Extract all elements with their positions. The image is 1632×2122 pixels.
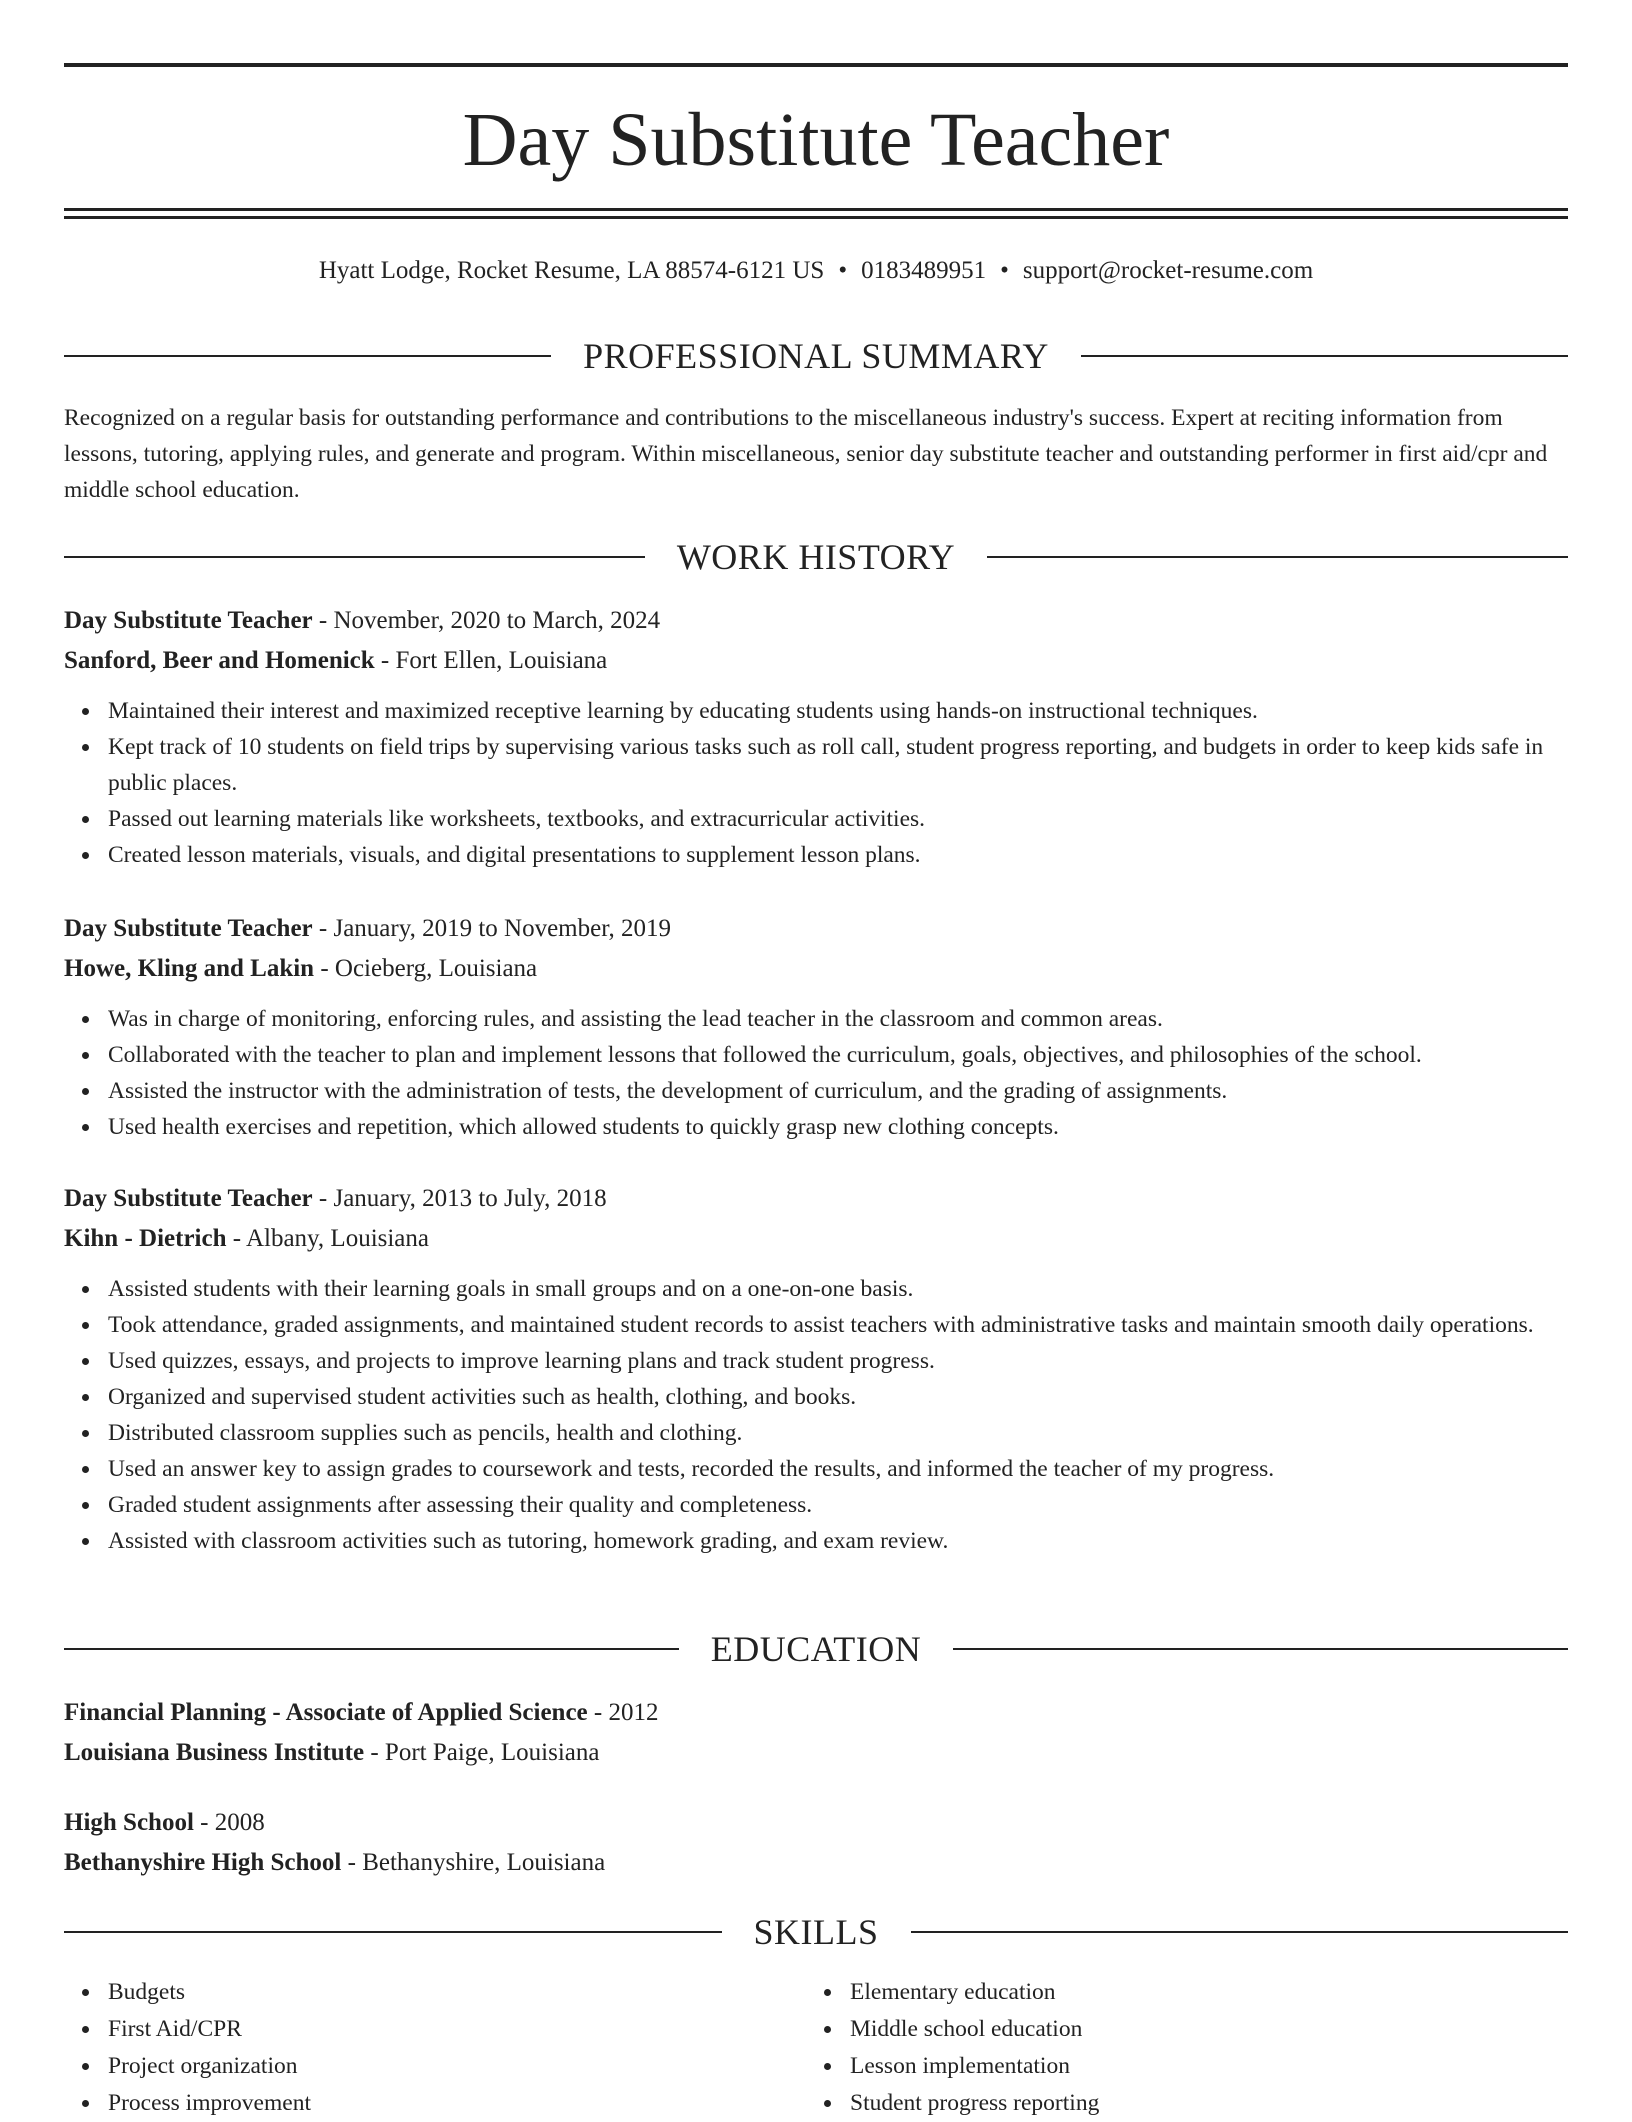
contact-phone: 0183489951 bbox=[861, 257, 987, 284]
education-year: - 2008 bbox=[193, 1809, 265, 1836]
list-item: Took attendance, graded assignments, and maintained student records to assist teachers with administrative tasks and maintain smooth daily operations. bbox=[108, 1307, 1568, 1343]
job-company: Howe, Kling and Lakin bbox=[64, 955, 315, 982]
heading-rule bbox=[953, 1648, 1568, 1650]
skill-item: Student progress reporting bbox=[850, 2085, 1548, 2122]
education-school: Bethanyshire High School bbox=[64, 1849, 342, 1876]
list-item: Was in charge of monitoring, enforcing rules, and assisting the lead teacher in the classroom and common areas. bbox=[108, 1001, 1568, 1037]
job-title-line bbox=[64, 1179, 1568, 1219]
job-title: Day Substitute Teacher bbox=[64, 1185, 313, 1212]
education-year: - 2012 bbox=[587, 1699, 659, 1726]
list-item: Assisted students with their learning goals in small groups and on a one-on-one basis. bbox=[108, 1271, 1568, 1307]
job-title-line bbox=[64, 909, 1568, 949]
skills-list bbox=[64, 1974, 1568, 2122]
skill-item: Middle school education bbox=[850, 2011, 1548, 2048]
contact-line bbox=[64, 254, 1568, 288]
list-item: Distributed classroom supplies such as pencils, health and clothing. bbox=[108, 1415, 1568, 1451]
header-bottom-rule bbox=[64, 208, 1568, 211]
list-item: Used an answer key to assign grades to coursework and tests, recorded the results, and informed the teacher of my progress. bbox=[108, 1451, 1568, 1487]
job-entry bbox=[64, 909, 1568, 1145]
contact-address: Hyatt Lodge, Rocket Resume, LA 88574-6121 US bbox=[318, 257, 825, 284]
list-item: Graded student assignments after assessing their quality and completeness. bbox=[108, 1487, 1568, 1523]
education-entry bbox=[64, 1803, 1568, 1883]
job-dates: - January, 2019 to November, 2019 bbox=[312, 915, 672, 942]
skill-item: First Aid/CPR bbox=[108, 2011, 806, 2048]
section-heading-label: SKILLS bbox=[753, 1912, 879, 1952]
heading-rule bbox=[64, 355, 551, 357]
list-item: Used quizzes, essays, and projects to improve learning plans and track student progress. bbox=[108, 1343, 1568, 1379]
section-heading-label: EDUCATION bbox=[710, 1629, 922, 1669]
education-school-line bbox=[64, 1843, 1568, 1883]
education-degree: Financial Planning - Associate of Applied Science bbox=[64, 1699, 588, 1726]
job-location: - Ocieberg, Louisiana bbox=[314, 955, 538, 982]
job-entry bbox=[64, 601, 1568, 873]
job-company-line bbox=[64, 641, 1568, 681]
contact-separator: • bbox=[1000, 257, 1009, 284]
skills-column-left bbox=[64, 1974, 806, 2122]
job-bullets bbox=[64, 1001, 1568, 1145]
header-bottom-rule-2 bbox=[64, 216, 1568, 219]
skill-item: Process improvement bbox=[108, 2085, 806, 2122]
heading-rule bbox=[64, 556, 645, 558]
job-entry bbox=[64, 1179, 1568, 1559]
contact-separator: • bbox=[838, 257, 848, 284]
list-item: Created lesson materials, visuals, and digital presentations to supplement lesson plans. bbox=[108, 837, 1568, 873]
list-item: Assisted with classroom activities such as tutoring, homework grading, and exam review. bbox=[108, 1523, 1568, 1559]
skill-item: Lesson implementation bbox=[850, 2048, 1548, 2085]
job-dates: - November, 2020 to March, 2024 bbox=[312, 607, 661, 634]
job-title: Day Substitute Teacher bbox=[64, 607, 313, 634]
list-item: Collaborated with the teacher to plan and implement lessons that followed the curriculum, goals, objectives, and philosophies of the school. bbox=[108, 1037, 1568, 1073]
list-item: Organized and supervised student activities such as health, clothing, and books. bbox=[108, 1379, 1568, 1415]
heading-rule bbox=[1081, 355, 1568, 357]
skills-column-right bbox=[806, 1974, 1548, 2122]
education-school: Louisiana Business Institute bbox=[64, 1739, 365, 1766]
education-degree-line bbox=[64, 1803, 1568, 1843]
job-title-line bbox=[64, 601, 1568, 641]
job-company-line bbox=[64, 949, 1568, 989]
job-location: - Albany, Louisiana bbox=[226, 1225, 430, 1252]
education-location: - Port Paige, Louisiana bbox=[364, 1739, 600, 1766]
summary-text: Recognized on a regular basis for outstanding performance and contributions to the miscellaneous industry's success. Expert at reciting information from lessons, tutoring, applying rules, and generate and program. Within miscellaneous, senior day substitute teacher and outstanding performer in first aid/cpr and middle school education. bbox=[64, 405, 1548, 503]
education-degree: High School bbox=[64, 1809, 194, 1836]
job-bullets bbox=[64, 693, 1568, 873]
list-item: Maintained their interest and maximized receptive learning by educating students using hands-on instructional techniques. bbox=[108, 693, 1568, 729]
job-title: Day Substitute Teacher bbox=[64, 915, 313, 942]
list-item: Used health exercises and repetition, which allowed students to quickly grasp new clothing concepts. bbox=[108, 1109, 1568, 1145]
section-heading-summary bbox=[64, 334, 1568, 378]
education-location: - Bethanyshire, Louisiana bbox=[341, 1849, 606, 1876]
heading-rule bbox=[987, 556, 1568, 558]
education-school-line bbox=[64, 1733, 1568, 1773]
education-degree-line bbox=[64, 1693, 1568, 1733]
resume-title: Day Substitute Teacher bbox=[462, 98, 1170, 182]
skill-item: Project organization bbox=[108, 2048, 806, 2085]
section-heading-label: PROFESSIONAL SUMMARY bbox=[583, 336, 1049, 376]
skill-item: Elementary education bbox=[850, 1974, 1548, 2011]
job-location: - Fort Ellen, Louisiana bbox=[374, 647, 608, 674]
heading-rule bbox=[911, 1931, 1569, 1933]
list-item: Passed out learning materials like worksheets, textbooks, and extracurricular activities. bbox=[108, 801, 1568, 837]
job-company: Kihn - Dietrich bbox=[64, 1225, 227, 1252]
section-heading-label: WORK HISTORY bbox=[676, 537, 956, 577]
list-item: Kept track of 10 students on field trips by supervising various tasks such as roll call, student progress reporting, and budgets in order to keep kids safe in public places. bbox=[108, 729, 1568, 801]
section-heading-work-history bbox=[64, 535, 1568, 579]
education-entry bbox=[64, 1693, 1568, 1773]
list-item: Assisted the instructor with the administration of tests, the development of curriculum, and the grading of assignments. bbox=[108, 1073, 1568, 1109]
header-top-rule bbox=[64, 63, 1568, 67]
heading-rule bbox=[64, 1931, 722, 1933]
section-heading-skills bbox=[64, 1910, 1568, 1954]
job-bullets bbox=[64, 1271, 1568, 1559]
job-dates: - January, 2013 to July, 2018 bbox=[312, 1185, 607, 1212]
section-heading-education bbox=[64, 1627, 1568, 1671]
contact-email: support@rocket-resume.com bbox=[1022, 257, 1314, 284]
skill-item: Budgets bbox=[108, 1974, 806, 2011]
job-company-line bbox=[64, 1219, 1568, 1259]
heading-rule bbox=[64, 1648, 679, 1650]
job-company: Sanford, Beer and Homenick bbox=[64, 647, 375, 674]
